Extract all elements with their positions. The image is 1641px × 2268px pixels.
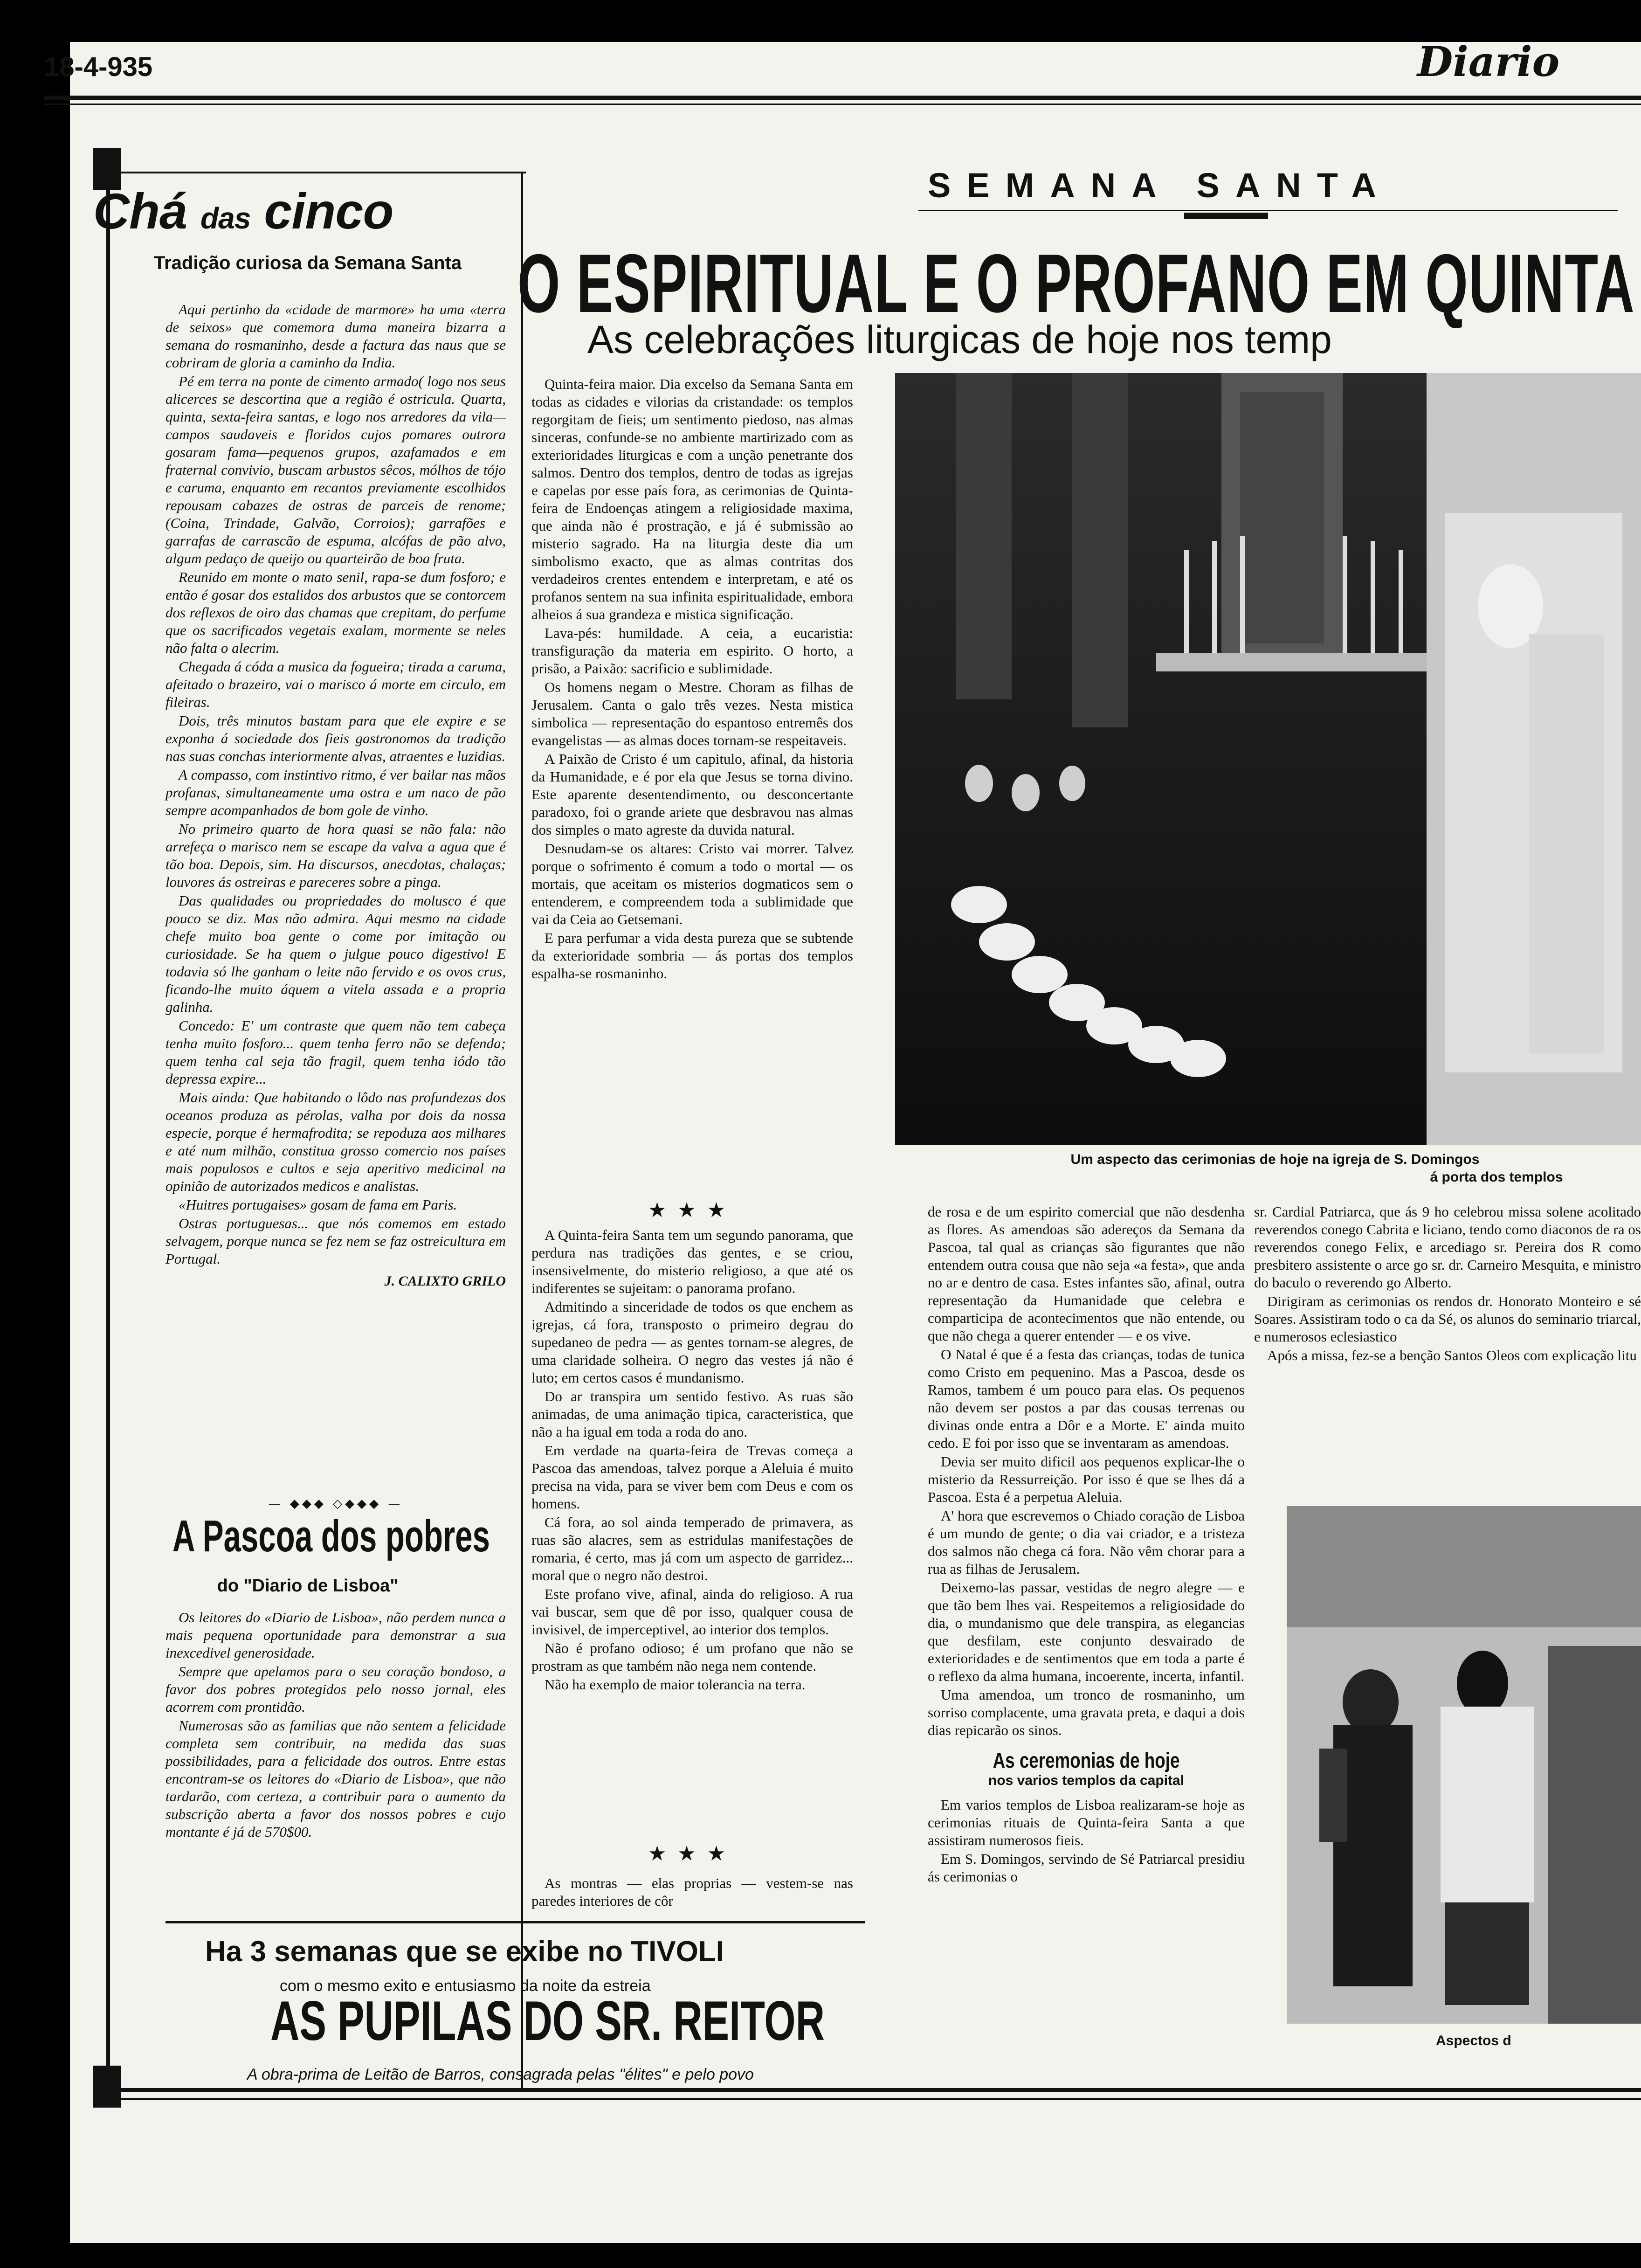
cha-paragraph: Mais ainda: Que habitando o lôdo nas profundezas dos oceanos produza as pérolas, valha por dois da nossa especie, porque é hermafrodita; se repoduza aos milhares e até num milhão, constitua grosso comercio nos países mais populosos e cultos e seja aperitivo medicinal na opinião de autorizados medicos e analistas. (165, 1089, 506, 1194)
main-col1c (531, 1874, 853, 1911)
main-col1 (531, 375, 853, 983)
cha-paragraph: Ostras portuguesas... que nós comemos em estado selvagem, porque nunca se fez nem se faz ostreicultura em Portugal. (165, 1215, 506, 1267)
cha-paragraph: Concedo: E' um contraste que quem não tem cabeça tenha muito fosforo... quem tenha ferro não se defenda; quem tenha cal seja tão fragil, quem tenha iódo tão depressa expire... (165, 1017, 506, 1087)
cha-paragraph: Das qualidades ou propriedades do molusco é que pouco se diz. Mas não admira. Aqui mesmo na cidade chefe muito boa gente o come por imitação ou curiosidade. Se ha quem o julgue pouco digestivo! E todavia só lhe ganham o leite não fervido e os ovos crus, ficando-lhe muito áquem a vitela assada e a propria galinha. (165, 892, 506, 1015)
main-paragraph: Após a missa, fez-se a benção Santos Oleos com explicação litu (1267, 1347, 1637, 1363)
main-paragraph: A Quinta-feira Santa tem um segundo panorama, que perdura nas tradições das gentes, e se criou, insensivelmente, do misterio religioso, a que até os indiferentes se sujeitam: o panorama profano. (531, 1227, 853, 1296)
cha-paragraph: Pé em terra na ponte de cimento armado( logo nos seus alicerces se descortina que a região é ostricula. Quarta, quinta, sexta-feira santas, e logo nos arredores da vila—campos saudaveis e floridos cujos pomares outrora gosaram fama—pequenos grupos, azafamados e em fraternal convivio, buscam arbustos sêcos, mólhos de tójo e caruma, enquanto em recantos previamente escolhidos repousam cabazes de ostras de parceis de renome; (Coina, Trindade, Galvão, Corroios); garrafões e garrafas de carrascão de espuma, alcófas de pão alvo, algum pedaço de queijo ou quarteirão de boa fruta. (165, 373, 506, 567)
main-paragraph: de rosa e de um espirito comercial que não desdenha as flores. As amendoas são adereços da Semana da Pascoa, tal qual as crianças são figurantes que não entendem outra cousa que não seja «a festa», que anda no ar e dentro de casa. Estes infantes são, afinal, outra representação da Humanidade que celebra e comparticipa de acontecimentos que não entende, ou que não chega a querer entender — e os vive. (928, 1203, 1245, 1344)
street-photo-image (1287, 1506, 1641, 2024)
main-paragraph: As montras — elas proprias — vestem-se nas paredes interiores de côr (531, 1875, 853, 1909)
cha-paragraph: Dois, três minutos bastam para que ele expire e se exponha á sociedade dos fieis gastronomos da tradição nas suas conchas interiormente alvas, atraentes e luzidias. (165, 712, 506, 764)
street-photo-caption: Aspectos d (1436, 2033, 1511, 2048)
cha-article (165, 301, 506, 1289)
street-photo (1287, 1506, 1641, 2024)
main-paragraph: Devia ser muito dificil aos pequenos explicar-lhe o misterio da Ressurreição. Por isso é que se lhes dá a Pascoa. Esta é a perpetua Aleluia. (928, 1453, 1245, 1505)
pascoa-paragraph: Numerosas são as familias que não sentem a felicidade completa sem contribuir, na medida das suas possibilidades, para a felicidade dos outros. Entre estas encontram-se os leitores do «Diario de Lisboa», que não tardarão, com certeza, a contribuir para o aumento da subscrição aberta a favor dos nossos pobres e cujo montante é já de 570$00. (165, 1717, 506, 1840)
main-paragraph: Cá fora, ao sol ainda temperado de primavera, as ruas são alacres, sem as estridulas manifestações de romaria, é certo, mas já com um aspecto de garridez... moral que o negro não destroi. (531, 1514, 853, 1583)
cha-signature: J. CALIXTO GRILO (384, 1273, 506, 1289)
frame-corner-bottom (93, 2066, 121, 2108)
main-paragraph: Desnudam-se os altares: Cristo vai morrer. Talvez porque o sofrimento é comum a todo o mortal — os mortais, que aceitam os misterios dogmaticos sem o entenderem, e compreendem toda a sublimidade que vai da Ceia ao Getsemani. (531, 840, 853, 927)
cha-paragraph: Chegada á códa a musica da fogueira; tirada a caruma, afeitado o brazeiro, vai o marisco á morte em circulo, em fileiras. (165, 658, 506, 710)
main-paragraph: Dirigiram as cerimonias os rendos dr. Honorato Monteiro e sé Soares. Assistiram todo o ca da Sé, os alunos do seminario triarcal, e numerosos eclesiastico (1254, 1293, 1641, 1345)
cha-paragraph: Aqui pertinho da «cidade de marmore» ha uma «terra de seixos» que comemora duma maneira bizarra a semana do rosmaninho, desde a factura das naus que se cobriram de gloria a caminho da India. (165, 301, 506, 371)
main-paragraph: Deixemo-las passar, vestidas de negro alegre — e que tão bem lhes vai. Respeitemos a religiosidade do dia, o mundanismo que dele transpira, as elegancias que desfilam, este conjunto desvairado de exterioridades e de sentimentos que em toda a parte é o reflexo da alma humana, incoerente, incerta, infantil. (928, 1579, 1245, 1684)
section-kicker: SEMANA SANTA (928, 166, 1392, 205)
header-rule-thin (44, 104, 1641, 105)
main-paragraph: Não é profano odioso; é um profano que não se prostram as que também não nega nem contende. (531, 1640, 853, 1674)
header-rule (44, 96, 1641, 100)
section-stars: ★★★ (648, 1842, 737, 1866)
ceremonias-subtitle: nos varios templos da capital (988, 1773, 1185, 1788)
kicker-underline (1184, 213, 1268, 219)
ad-headline: Ha 3 semanas que se exibe no TIVOLI (205, 1936, 724, 1968)
main-paragraph: Os homens negam o Mestre. Choram as filhas de Jerusalem. Canta o galo três vezes. Nesta mistica simbolica — representação do espantoso entremês dos evangelistas — as almas doces tornam-se respeitaveis. (531, 679, 853, 748)
bottom-frame-line-thin (106, 2098, 1641, 2100)
main-paragraph: E para perfumar a vida desta pureza que se subtende da exterioridade sombria — ás portas dos templos espalha-se rosmaninho. (531, 930, 853, 982)
ad-tagline: com o mesmo exito e entusiasmo da noite da estreia (280, 1977, 651, 1995)
pascoa-paragraph: Sempre que apelamos para o seu coração bondoso, a favor dos pobres protegidos pelo nosso jornal, eles acorrem com prontidão. (165, 1663, 506, 1715)
main-paragraph: Lava-pés: humildade. A ceia, a eucaristia: transfiguração da materia em espirito. O horto, a prisão, a Paixão: sacrificio e sublimidade. (531, 625, 853, 677)
main-paragraph: Quinta-feira maior. Dia excelso da Semana Santa em todas as cidades e vilorias da cristandade: os templos regorgitam de fieis; um sentimento piedoso, nas almas sinceras, confunde-se no ambiente martirizado com as exterioridades liturgicas e com a unção penetrante dos salmos. Dentro dos templos, dentro de todas as igrejas e capelas por esse país fora, as cerimonias de Quinta-feira de Endoenças atingem a religiosidade maxima, que ainda não é prostração, e já é submissão ao misterio sagrado. Ha na liturgia deste dia um simbolismo exacto, que as almas contritas dos verdadeiros crentes entendem e interpretam, e até os profanos sentem na sua infinita espiritualidade, embora alheios á sua grandeza e mistica significação. (531, 376, 853, 622)
ad-credit: A obra-prima de Leitão de Barros, consagrada pelas "élites" e pelo povo (247, 2066, 754, 2083)
main-col2 (928, 1203, 1245, 1887)
main-paragraph: Em varios templos de Lisboa realizaram-se hoje as cerimonias rituais de Quinta-feira Santa a que assistiram numerosos fieis. (928, 1797, 1245, 1848)
issue-date: 18-4-935 (44, 52, 153, 82)
main-paragraph: Não ha exemplo de maior tolerancia na terra. (545, 1676, 806, 1693)
section-stars: ★★★ (648, 1198, 737, 1222)
masthead: Diario (1417, 37, 1560, 86)
pascoa-subtitle: do "Diario de Lisboa" (217, 1576, 399, 1596)
main-paragraph: Este profano vive, afinal, ainda do religioso. A rua vai buscar, sem que dê por isso, qualquer cousa de invisivel, de imperceptivel, ao interior dos templos. (531, 1586, 853, 1638)
cha-top-rule (106, 172, 526, 173)
main-paragraph: O Natal é que é a festa das crianças, todas de tunica como Cristo em pequenino. Mas a Pascoa, desde os Ramos, tambem é um pouco para elas. Os pequenos não devem ser postos a par das cousas terrenas ou divinas onde entra a Dôr e a Morte. E' ainda muito cedo. E foi por isso que se inventaram as amendoas. (928, 1346, 1245, 1451)
main-paragraph: Em verdade na quarta-feira de Trevas começa a Pascoa das amendoas, talvez porque a Aleluia é muito precisa na vida, para se viver bem com Deus e com os homens. (531, 1442, 853, 1512)
cha-subtitle: Tradição curiosa da Semana Santa (153, 253, 462, 273)
pascoa-article (165, 1609, 506, 1842)
photo-caption: Um aspecto das cerimonias de hoje na igreja de S. Domingos (1070, 1152, 1480, 1167)
cha-paragraph: A compasso, com instintivo ritmo, é ver bailar nas mãos profanas, simultaneamente uma ostra e um naco de pão sempre acompanhados de bom gole de vinho. (165, 767, 506, 818)
main-paragraph: Admitindo a sinceridade de todos os que enchem as igrejas, cá fora, transposto o primeiro degrau do supedaneo de pedra — as gentes tornam-se alegres, de uma claridade solheira. O negro das vestes já não é luto; em certos casos é mundanismo. (531, 1299, 853, 1386)
cha-title: Chá das cinco (93, 183, 393, 239)
headline: O ESPIRITUAL E O PROFANO EM QUINTA (517, 237, 1635, 330)
bottom-frame-line (106, 2088, 1641, 2092)
photo-caption-cont: á porta dos templos (1430, 1169, 1563, 1185)
main-col1b (531, 1226, 853, 1694)
cha-paragraph: «Huitres portugaises» gosam de fama em Paris. (179, 1196, 457, 1213)
left-frame-line (106, 148, 110, 2097)
subheadline: As celebrações liturgicas de hoje nos temp (587, 318, 1332, 361)
ornament-divider: — ◆◆◆ ◇◆◆◆ — (268, 1497, 403, 1511)
main-paragraph: Em S. Domingos, servindo de Sé Patriarcal presidiu ás cerimonias o (928, 1851, 1245, 1885)
church-photo-image (895, 373, 1641, 1145)
ad-top-rule (165, 1921, 865, 1923)
church-photo (895, 373, 1641, 1145)
pascoa-title: A Pascoa dos pobres (172, 1511, 490, 1561)
ad-film-title: AS PUPILAS DO SR. REITOR (270, 1990, 825, 2052)
main-paragraph: Uma amendoa, um tronco de rosmaninho, um sorriso complacente, uma gravata preta, e daqui a dois dias repicarão os sinos. (928, 1687, 1245, 1738)
main-paragraph: Do ar transpira um sentido festivo. As ruas são animadas, de uma animação tipica, caracteristica, que não a ha igual em toda a roda do ano. (531, 1388, 853, 1440)
ceremonias-title: As ceremonias de hoje (993, 1748, 1180, 1772)
cha-paragraph: Reunido em monte o mato senil, rapa-se dum fosforo; e então é gosar dos estalidos dos arbustos que se contorcem dos reflexos de oiro das chamas que crepitam, do perfume que os sacrificados vegetais exalam, mormente se neles não falta o alecrim. (165, 569, 506, 656)
main-col3 (1254, 1203, 1641, 1365)
main-paragraph: A' hora que escrevemos o Chiado coração de Lisboa é um mundo de gente; o dia vai criador, e a tristeza dos salmos não chega cá fora. Não vêm chorar para a rua as filhas de Jerusalem. (928, 1507, 1245, 1577)
cha-paragraph: No primeiro quarto de hora quasi se não fala: não arrefeça o marisco nem se escape da valva a agua que é tão boa. Depois, sim. Ha discursos, anecdotas, chalaças; louvores ás ostreiras e pareceres sobre a pinga. (165, 821, 506, 890)
main-paragraph: A Paixão de Cristo é um capitulo, afinal, da historia da Humanidade, e é por ela que Jesus se torna divino. Este aparente desentendimento, ou desconcertante paradoxo, foi o grande ariete que desbravou nas almas dos simples o mato agreste da duvida natural. (531, 751, 853, 838)
column-divider-left (521, 172, 523, 2088)
kicker-rule (918, 210, 1618, 211)
main-paragraph: sr. Cardial Patriarca, que ás 9 ho celebrou missa solene acolitado reverendos conego Cabrita e liciano, tendo como diaconos de ra os reverendos conego Felix, e arcediago sr. Pereira dos R como presbitero assistente o arce go sr. dr. Carneiro Mesquita, e ministro do baculo o reverendo go Alberto. (1254, 1203, 1641, 1291)
pascoa-paragraph: Os leitores do «Diario de Lisboa», não perdem nunca a mais pequena oportunidade para demonstrar a sua inexcedivel generosidade. (165, 1609, 506, 1661)
